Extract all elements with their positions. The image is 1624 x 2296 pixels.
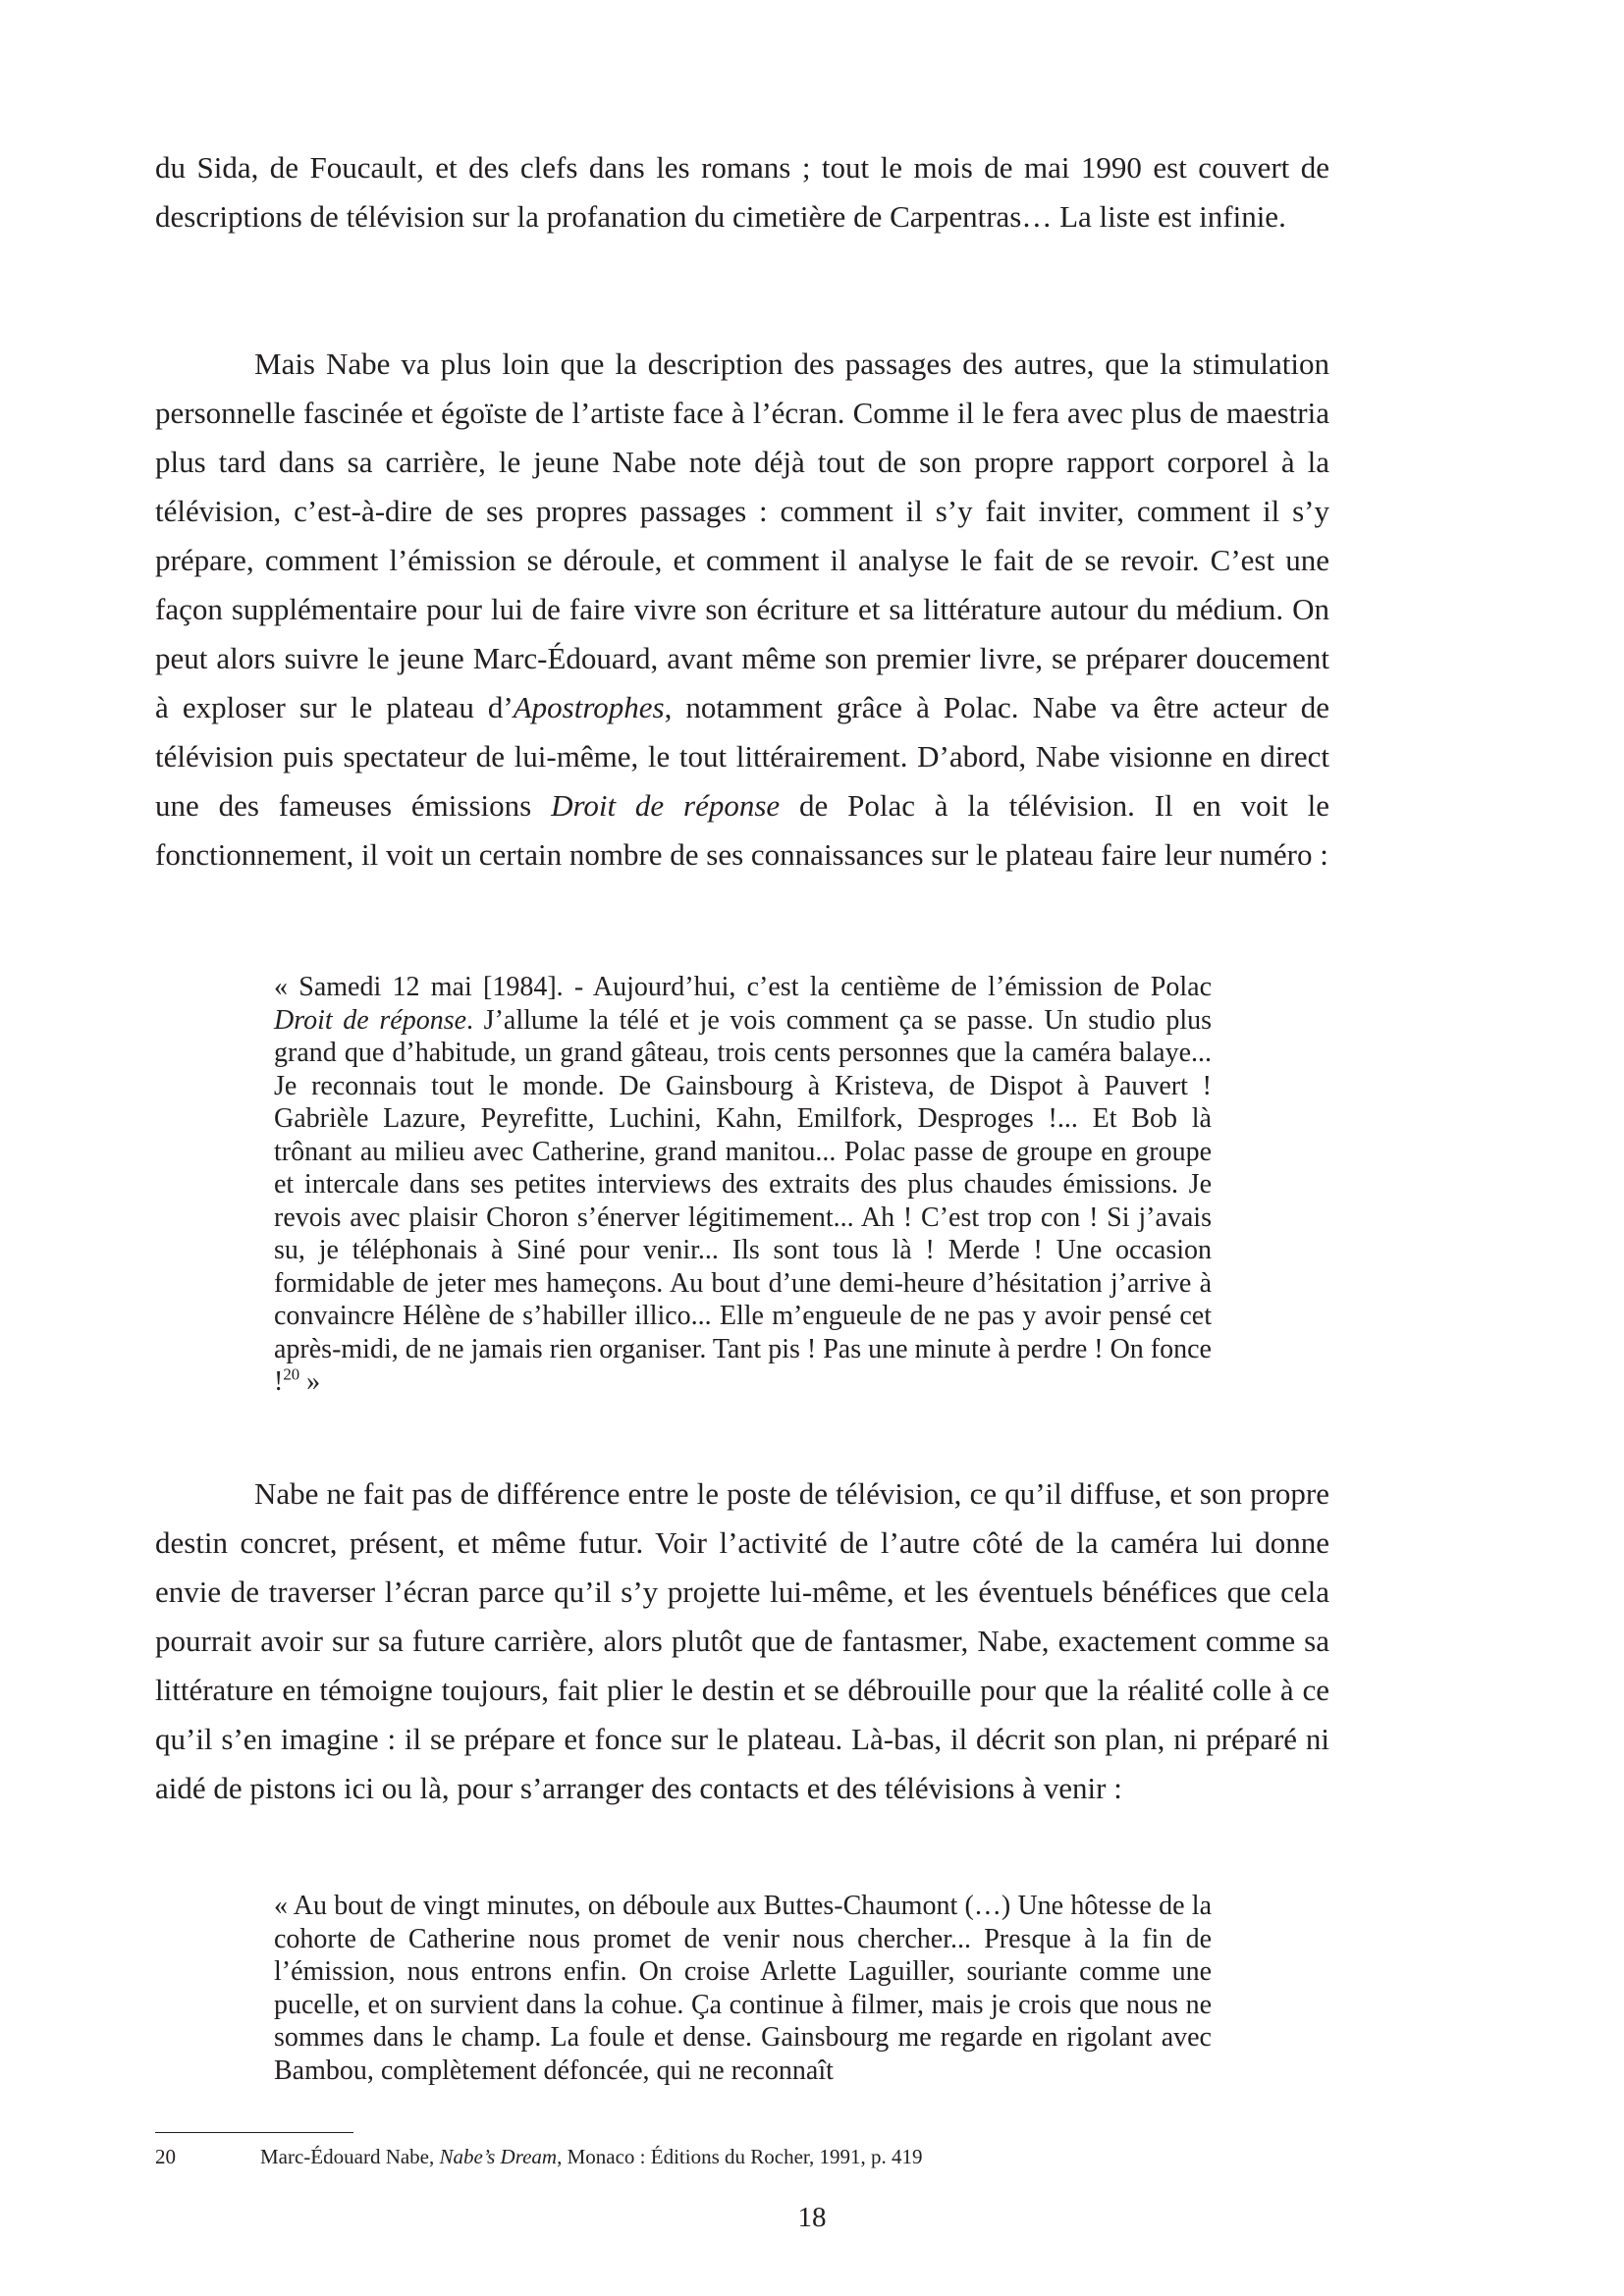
italic-title: Apostrophes: [513, 690, 665, 724]
paragraph-text: de Polac à la télévision. Il en voit le fonctionnement, il voit un certain nombre de ses connaissances sur le plateau faire leur numéro :: [155, 788, 1330, 872]
paragraph-text: , notamment grâce à Polac. Nabe va être acteur de télévision puis spectateur de lui-même, le tout littérairement. D’abord, Nabe visionne en direct une des fameuses émissions: [155, 690, 1329, 823]
block-quote-1: [274, 971, 1212, 1399]
footnote-text: [260, 2142, 923, 2171]
paragraph-text: Mais Nabe va plus loin que la description des passages des autres, que la stimulation personnelle fascinée et égoïste de l’artiste face à l’écran. Comme il le fera avec plus de maestria plus tard dans sa carrière, le jeune Nabe note déjà tout de son propre rapport corporel à la télévision, c’est-à-dire de ses propres passages : comment il s’y fait inviter, comment il s’y prépare, comment l’émission se déroule, et comment il analyse le fait de se revoir. C’est une façon supplémentaire pour lui de faire vivre son écriture et sa littérature autour du médium. On peut alors suivre le jeune Marc-Édouard, avant même son premier livre, se préparer doucement à exploser sur le plateau d’: [155, 347, 1329, 724]
paragraph-text: Nabe ne fait pas de différence entre le poste de télévision, ce qu’il diffuse, et son propre destin concret, présent, et même futur. Voir l’activité de l’autre côté de la caméra lui donne envie de traverser l’écran parce qu’il s’y projette lui-même, et les éventuels bénéfices que cela pourrait avoir sur sa future carrière, alors plutôt que de fantasmer, Nabe, exactement comme sa littérature en témoigne toujours, fait plier le destin et se débrouille pour que la réalité colle à ce qu’il s’en imagine : il se prépare et fonce sur le plateau. Là-bas, il décrit son plan, ni préparé ni aidé de pistons ici ou là, pour s’arranger des contacts et des télévisions à venir :: [155, 1476, 1329, 1805]
italic-title: Droit de réponse: [551, 788, 781, 823]
body-paragraph-3: [155, 1469, 1329, 1813]
paragraph-text: du Sida, de Foucault, et des clefs dans les romans ; tout le mois de mai 1990 est couvert de descriptions de télévision sur la profanation du cimetière de Carpentras… La liste est infinie.: [155, 150, 1329, 234]
footnote-author: Marc-Édouard Nabe,: [260, 2145, 440, 2168]
footnote-number: 20: [155, 2145, 176, 2168]
footnote-title: Nabe’s Dream: [439, 2145, 558, 2168]
quote-text: »: [299, 1366, 321, 1397]
body-paragraph-1: [155, 143, 1329, 241]
quote-text: . J’allume la télé et je vois comment ça se passe. Un studio plus grand que d’habitude, un grand gâteau, trois cents personnes que la caméra balaye... Je reconnais tout le monde. De Gainsbourg à Kristeva, de Dispot à Pauvert ! Gabrièle Lazure, Peyrefitte, Luchini, Kahn, Emilfork, Desproges !... Et Bob là trônant au milieu avec Catherine, grand manitou... Polac passe de groupe en groupe et intercale dans ses petites interviews des extraits des plus chaudes émissions. Je revois avec plaisir Choron s’énerver légitimement... Ah ! C’est trop con ! Si j’avais su, je téléphonais à Siné pour venir... Ils sont tous là ! Merde ! Une occasion formidable de jeter mes hameçons. Au bout d’une demi-heure d’hésitation j’arrive à convaincre Hélène de s’habiller illico... Elle m’engueule de ne pas y avoir pensé cet après-midi, de ne jamais rien organiser. Tant pis ! Pas une minute à perdre ! On fonce !: [274, 1004, 1213, 1397]
footnote-reference[interactable]: 20: [283, 1364, 300, 1384]
footnote-separator: [155, 2132, 353, 2133]
quote-text: « Samedi 12 mai [1984]. - Aujourd’hui, c’est la centième de l’émission de Polac: [274, 972, 1212, 1002]
footnote-rest: , Monaco : Éditions du Rocher, 1991, p. 419: [557, 2145, 923, 2168]
quote-text: « Au bout de vingt minutes, on déboule aux Buttes-Chaumont (…) Une hôtesse de la cohorte de Catherine nous promet de venir nous chercher... Presque à la fin de l’émission, nous entrons enfin. On croise Arlette Laguiller, souriante comme une pucelle, et on survient dans la cohue. Ça continue à filmer, mais je crois que nous ne sommes dans le champ. La foule et dense. Gainsbourg me regarde en rigolant avec Bambou, complètement défoncée, qui ne reconnaît: [274, 1891, 1212, 2086]
italic-title: Droit de réponse: [274, 1004, 467, 1036]
page-number: 18: [797, 2202, 827, 2233]
block-quote-2: [274, 1890, 1212, 2087]
body-paragraph-2: [155, 340, 1329, 880]
